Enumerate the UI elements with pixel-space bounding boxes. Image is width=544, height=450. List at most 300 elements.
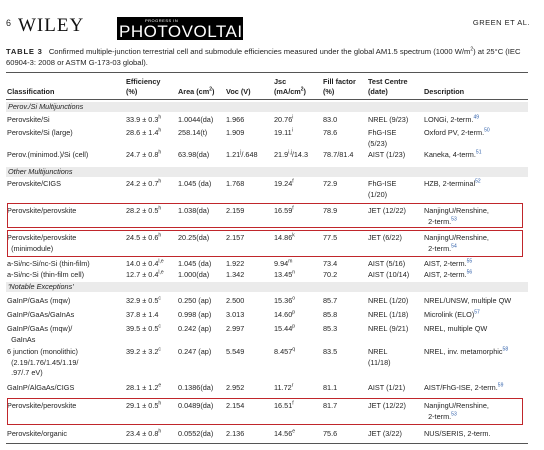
voc-value: 5.549 <box>226 347 245 356</box>
publisher-logo: WILEY <box>18 15 85 36</box>
test-centre-text: NREL <box>368 347 388 356</box>
cell-area <box>178 324 211 335</box>
efficiency-footnote: l,e <box>158 269 164 276</box>
efficiency-footnote: h <box>158 205 162 212</box>
cell-test-centre <box>368 270 409 281</box>
jsc-footnote: i <box>291 127 293 134</box>
cell-test-centre <box>368 259 405 270</box>
cell-voc <box>226 383 244 394</box>
voc-value: 2.997 <box>226 324 245 333</box>
classification-text: Perovskite/CIGS <box>7 179 61 188</box>
voc-value: 1.922 <box>226 259 245 268</box>
voc-value: 3.013 <box>226 310 245 319</box>
cell-classification <box>7 115 50 126</box>
description-text-line2: 2-term. <box>428 216 452 226</box>
classification-text: GaInP/GaAs/GaInAs <box>7 310 75 319</box>
area-value: 1.038(da) <box>178 206 210 215</box>
cell-fill-factor <box>323 179 337 190</box>
cell-description <box>424 179 481 190</box>
reference-link[interactable]: 51 <box>475 149 482 156</box>
cell-test-centre <box>368 347 391 368</box>
col-header-area <box>178 87 214 97</box>
voc-value: 2.159 <box>226 206 245 215</box>
cell-area <box>178 115 213 126</box>
test-centre-text: NREL (9/23) <box>368 115 409 124</box>
classification-text-line2: GaInAs <box>11 334 36 344</box>
cell-jsc <box>274 115 293 126</box>
cell-fill-factor <box>323 347 337 358</box>
reference-link[interactable]: 57 <box>474 309 480 316</box>
cell-fill-factor <box>323 296 337 307</box>
voc-value: 2.952 <box>226 383 245 392</box>
efficiency-value: 28.6 ± 1.4 <box>126 128 159 137</box>
efficiency-footnote: c <box>158 295 161 302</box>
jsc-value: 21.9 <box>274 150 289 159</box>
cell-test-centre <box>368 324 408 335</box>
table-caption <box>6 46 526 68</box>
cell-efficiency <box>126 115 161 126</box>
area-value: 1.045 (da) <box>178 259 212 268</box>
cell-jsc <box>274 259 292 270</box>
jsc-value: 16.51 <box>274 401 293 410</box>
efficiency-footnote: c <box>158 323 161 330</box>
jsc-footnote: p <box>292 309 296 316</box>
fill-factor-value: 81.1 <box>323 383 338 392</box>
voc-value: 2.500 <box>226 296 245 305</box>
reference-link[interactable]: 53 <box>451 216 457 223</box>
cell-classification <box>7 259 90 270</box>
cell-description <box>424 429 491 440</box>
cell-fill-factor <box>323 324 337 335</box>
cell-classification <box>7 324 72 345</box>
jsc-footnote: q <box>292 346 296 353</box>
test-centre-text: JET (12/22) <box>368 401 406 410</box>
test-centre-text: FhG-ISE <box>368 128 397 137</box>
efficiency-value: 39.2 ± 3.2 <box>126 347 159 356</box>
area-value: 0.242 (ap) <box>178 324 212 333</box>
page-number: 6 <box>6 18 12 28</box>
efficiency-value: 24.2 ± 0.7 <box>126 179 159 188</box>
fill-factor-value: 81.7 <box>323 401 338 410</box>
description-text: AIST, 2-term. <box>424 270 467 279</box>
cell-test-centre <box>368 296 408 307</box>
cell-voc <box>226 115 244 126</box>
cell-voc <box>226 296 244 307</box>
cell-efficiency <box>126 324 161 335</box>
fill-factor-value: 85.8 <box>323 310 338 319</box>
caption-text-a: Confirmed multiple-junction terrestrial cell and submodule efficiencies measured under the global AM1.5 spectrum (1000 W/m <box>48 47 471 56</box>
cell-fill-factor <box>323 150 353 161</box>
efficiency-footnote: h <box>158 149 162 156</box>
cell-efficiency <box>126 310 158 321</box>
col-header-description: Description <box>424 87 465 96</box>
cell-area <box>178 270 209 281</box>
jsc-value: 14.86 <box>274 233 293 242</box>
cell-efficiency <box>126 128 161 139</box>
fill-factor-value: 77.5 <box>323 233 338 242</box>
cell-jsc <box>274 347 295 358</box>
reference-link[interactable]: 52 <box>475 178 481 185</box>
voc-value: 1.342 <box>226 270 245 279</box>
cell-jsc <box>274 179 294 190</box>
test-centre-text: AIST (1/23) <box>368 150 406 159</box>
description-text: AIST/FhG-ISE, 2-term. <box>424 383 498 392</box>
test-centre-text: JET (12/22) <box>368 206 406 215</box>
classification-text: GaInP/AlGaAs/CIGS <box>7 383 75 392</box>
efficiency-value: 24.7 ± 0.8 <box>126 150 159 159</box>
caption-text-b: ) at 25°C (IEC 60904-3: 2008 or ASTM G-173-03 global). <box>6 47 521 67</box>
efficiency-value: 14.0 ± 0.4 <box>126 259 159 268</box>
cell-fill-factor <box>323 383 337 394</box>
voc-value: 1.768 <box>226 179 245 188</box>
cell-jsc <box>274 383 293 394</box>
cell-fill-factor <box>323 429 337 440</box>
efficiency-value: 29.1 ± 0.5 <box>126 401 159 410</box>
efficiency-value: 39.5 ± 0.5 <box>126 324 159 333</box>
cell-description <box>424 270 472 281</box>
description-text-line2: 2-term. <box>428 243 452 253</box>
cell-area <box>178 310 211 321</box>
cell-voc <box>226 259 244 270</box>
cell-voc <box>226 324 244 335</box>
efficiency-value: 33.9 ± 0.3 <box>126 115 159 124</box>
voc-value: 1.21 <box>226 150 241 159</box>
efficiency-footnote: h <box>158 232 162 239</box>
col-header-jsc-sup: 2 <box>300 86 304 93</box>
section-other <box>6 167 528 177</box>
cell-efficiency <box>126 347 161 358</box>
description-text: NUS/SERIS, 2-term. <box>424 429 491 438</box>
cell-description <box>424 383 503 394</box>
jsc-value: 9.94 <box>274 259 289 268</box>
jsc-value-b: /14.3 <box>291 150 309 159</box>
classification-text: 6 junction (monolithic) <box>7 347 78 356</box>
col-header-jsc-label: Jsc <box>274 77 287 86</box>
classification-text: Perov.(minimod.)/Si (cell) <box>7 150 89 159</box>
efficiency-value: 23.4 ± 0.8 <box>126 429 159 438</box>
cell-classification <box>7 150 88 161</box>
voc-value: 2.136 <box>226 429 245 438</box>
jsc-footnote: n <box>292 269 296 276</box>
fill-factor-value: 70.2 <box>323 270 338 279</box>
jsc-value: 19.11 <box>274 128 292 137</box>
jsc-footnote: m <box>288 258 293 265</box>
jsc-value: 15.36 <box>274 296 293 305</box>
col-header-test-centre <box>368 77 408 97</box>
caption-sup: 2 <box>470 46 474 53</box>
reference-link[interactable]: 49 <box>473 114 480 121</box>
cell-fill-factor <box>323 259 337 270</box>
cell-fill-factor <box>323 310 337 321</box>
cell-description <box>424 347 508 358</box>
cell-description <box>424 296 511 307</box>
efficiency-footnote: h <box>158 178 162 185</box>
voc-value: 1.966 <box>226 115 245 124</box>
fill-factor-value: 72.9 <box>323 179 338 188</box>
cell-fill-factor <box>323 270 337 281</box>
section-notable <box>6 282 528 292</box>
cell-area <box>178 179 211 190</box>
cell-area <box>178 259 211 270</box>
cell-classification <box>7 347 78 379</box>
cell-efficiency <box>126 429 161 440</box>
reference-link[interactable]: 58 <box>502 346 509 353</box>
test-centre-text: AIST (10/14) <box>368 270 410 279</box>
area-value: 1.045 (da) <box>178 179 212 188</box>
section-perov-si <box>6 102 528 112</box>
fill-factor-value: 85.7 <box>323 296 338 305</box>
fill-factor-value: 83.0 <box>323 115 338 124</box>
efficiency-value: 12.7 ± 0.4 <box>126 270 159 279</box>
cell-area <box>178 150 209 161</box>
efficiency-footnote: h <box>158 114 162 121</box>
classification-text-line2: (2.19/1.76/1.45/1.19/ <box>11 357 79 367</box>
fill-factor-value: 78.6 <box>323 128 338 137</box>
classification-text-line3: .97/.7 eV) <box>11 368 43 377</box>
description-text: NanjingU/Renshine, <box>424 401 489 410</box>
cell-area <box>178 296 211 307</box>
test-centre-text: NREL (1/18) <box>368 310 409 319</box>
efficiency-value: 24.5 ± 0.6 <box>126 233 159 242</box>
col-header-centre-label: Test Centre <box>368 77 408 86</box>
cell-jsc <box>274 324 295 335</box>
cell-test-centre <box>368 150 405 161</box>
cell-description <box>424 259 472 270</box>
table-bottom-rule <box>6 443 528 444</box>
cell-efficiency <box>126 296 161 307</box>
voc-value: 1.909 <box>226 128 245 137</box>
jsc-value: 14.60 <box>274 310 293 319</box>
classification-text: GaInP/GaAs (mqw)/ <box>7 324 73 333</box>
cell-voc <box>226 128 244 139</box>
jsc-footnote: r <box>291 382 294 389</box>
cell-classification <box>7 310 74 321</box>
test-centre-text: NREL (1/20) <box>368 296 409 305</box>
cell-classification <box>7 383 74 394</box>
col-header-efficiency-label: Efficiency <box>126 77 161 86</box>
cell-fill-factor <box>323 128 337 139</box>
jsc-footnote: e <box>292 428 296 435</box>
test-centre-text: NREL (9/21) <box>368 324 409 333</box>
description-text: NREL/UNSW, multiple QW <box>424 296 512 305</box>
cell-jsc <box>274 296 295 307</box>
reference-link[interactable]: 56 <box>466 269 473 276</box>
efficiency-footnote: h <box>158 428 162 435</box>
cell-classification <box>7 296 70 307</box>
jsc-value: 15.44 <box>274 324 293 333</box>
cell-voc <box>226 150 258 161</box>
description-text: HZB, 2-terminal <box>424 179 476 188</box>
cell-jsc <box>274 270 295 281</box>
cell-voc <box>226 179 244 190</box>
cell-jsc <box>274 150 308 161</box>
cell-voc <box>226 310 244 321</box>
classification-text: a-Si/nc-Si (thin-film cell) <box>7 270 85 279</box>
reference-link[interactable]: 54 <box>451 243 457 250</box>
description-text: AIST, 2-term. <box>424 259 467 268</box>
efficiency-footnote: c <box>158 346 161 353</box>
cell-test-centre <box>368 179 396 200</box>
voc-value: 2.157 <box>226 233 245 242</box>
jsc-footnote: i <box>292 114 294 121</box>
classification-text: Perovskite/perovskite <box>7 401 77 410</box>
jsc-value: 8.457 <box>274 347 293 356</box>
description-text: NanjingU/Renshine, <box>424 233 489 242</box>
jsc-footnote: f <box>292 205 294 212</box>
cell-jsc <box>274 310 295 321</box>
fill-factor-value: 73.4 <box>323 259 338 268</box>
cell-area <box>178 347 211 358</box>
fill-factor-value: 83.5 <box>323 347 338 356</box>
area-value: 63.98(da) <box>178 150 210 159</box>
efficiency-footnote: l,e <box>158 258 164 265</box>
voc-footnote: j <box>240 149 242 156</box>
reference-link[interactable]: 59 <box>497 382 504 389</box>
area-value: 258.14(t) <box>178 128 208 137</box>
highlight-box <box>7 230 523 257</box>
jsc-footnote: k <box>292 232 295 239</box>
test-centre-text: AIST (1/21) <box>368 383 406 392</box>
cell-efficiency <box>126 270 164 281</box>
description-text: Kaneka, 4-term. <box>424 150 476 159</box>
col-header-ff-label: Fill factor <box>323 77 356 86</box>
area-value: 0.250 (ap) <box>178 296 212 305</box>
cell-test-centre <box>368 429 402 440</box>
cell-description <box>424 115 479 126</box>
journal-logo <box>117 17 268 41</box>
efficiency-value: 28.1 ± 1.2 <box>126 383 159 392</box>
cell-area <box>178 383 213 394</box>
cell-classification <box>7 179 61 190</box>
cell-classification <box>7 429 67 440</box>
cell-description <box>424 324 487 335</box>
classification-text: Perovskite/organic <box>7 429 68 438</box>
classification-text: GaInP/GaAs (mqw) <box>7 296 71 305</box>
test-centre-date: (11/18) <box>368 357 391 367</box>
voc-value: 2.154 <box>226 401 245 410</box>
area-value: 0.1386(da) <box>178 383 214 392</box>
fill-factor-value: 78.7/81.4 <box>323 150 354 159</box>
col-header-ff-unit: (%) <box>323 87 335 96</box>
cell-test-centre <box>368 115 408 126</box>
efficiency-footnote: h <box>158 400 162 407</box>
cell-efficiency <box>126 259 164 270</box>
col-header-jsc-unit: (mA/cm <box>274 87 301 96</box>
section-notable-label: 'Notable Exceptions' <box>8 282 74 291</box>
cell-classification <box>7 128 73 139</box>
cell-jsc <box>274 128 293 139</box>
cell-test-centre <box>368 383 405 394</box>
voc-value-b: /.648 <box>241 150 258 159</box>
classification-text-line2: (minimodule) <box>11 243 54 253</box>
col-header-voc: Voc (V) <box>226 87 251 96</box>
area-value: 0.0552(da) <box>178 429 214 438</box>
jsc-value: 20.76 <box>274 115 293 124</box>
test-centre-text: JET (6/22) <box>368 233 402 242</box>
col-header-jsc-end: ) <box>303 87 306 96</box>
jsc-footnote: f <box>292 178 294 185</box>
col-header-area-end: ) <box>212 87 215 96</box>
jsc-footnote: f <box>292 400 294 407</box>
test-centre-date: (5/23) <box>368 138 388 148</box>
col-header-efficiency-unit: (%) <box>126 87 138 96</box>
classification-text: Perovskite/Si <box>7 115 50 124</box>
reference-link[interactable]: 50 <box>484 127 490 134</box>
cell-classification <box>7 270 84 281</box>
col-header-efficiency <box>126 77 160 97</box>
highlight-box <box>7 398 523 425</box>
cell-description <box>424 150 481 161</box>
description-text: NREL, multiple QW <box>424 324 488 333</box>
cell-fill-factor <box>323 115 337 126</box>
col-header-jsc <box>274 77 306 97</box>
col-header-fill-factor <box>323 77 356 97</box>
cell-test-centre <box>368 310 408 321</box>
reference-link[interactable]: 53 <box>451 411 457 418</box>
area-value: 20.25(da) <box>178 233 210 242</box>
cell-efficiency <box>126 179 161 190</box>
fill-factor-value: 78.9 <box>323 206 338 215</box>
cell-description <box>424 310 480 321</box>
classification-text: Perovskite/Si (large) <box>7 128 73 137</box>
test-centre-date: (1/20) <box>368 189 388 199</box>
col-header-classification: Classification <box>7 87 55 96</box>
fill-factor-value: 85.3 <box>323 324 338 333</box>
journal-logo-small: PROGRESS IN <box>145 18 179 23</box>
header-bottom-rule <box>6 99 528 100</box>
col-header-area-label: Area (cm <box>178 87 210 96</box>
test-centre-text: JET (3/22) <box>368 429 402 438</box>
cell-voc <box>226 270 244 281</box>
description-text: NanjingU/Renshine, <box>424 206 489 215</box>
jsc-value: 16.59 <box>274 206 293 215</box>
jsc-footnote: p <box>292 323 296 330</box>
jsc-value: 11.72 <box>274 383 292 392</box>
area-value: 0.247 (ap) <box>178 347 212 356</box>
col-header-centre-unit: (date) <box>368 87 388 96</box>
jsc-value: 13.45 <box>274 270 293 279</box>
fill-factor-value: 75.6 <box>323 429 338 438</box>
table-top-rule <box>6 72 528 73</box>
cell-efficiency <box>126 150 161 161</box>
jsc-value: 14.56 <box>274 429 293 438</box>
section-perov-si-label: Perov./Si Multijunctions <box>8 102 84 111</box>
highlight-box <box>7 203 523 228</box>
jsc-footnote: o <box>292 295 296 302</box>
cell-description <box>424 128 490 139</box>
col-header-area-sup: 2 <box>209 86 213 93</box>
efficiency-value: 32.9 ± 0.5 <box>126 296 159 305</box>
journal-logo-title: PHOTOVOLTAICS <box>119 22 268 41</box>
description-text: NREL, inv. metamorphic <box>424 347 503 356</box>
table-label: TABLE 3 <box>6 47 43 56</box>
cell-jsc <box>274 429 295 440</box>
classification-text: a-Si/nc-Si/nc-Si (thin-film) <box>7 259 90 268</box>
description-text: Microlink (ELO) <box>424 310 475 319</box>
jsc-value: 19.24 <box>274 179 293 188</box>
reference-link[interactable]: 55 <box>466 258 473 265</box>
section-other-label: Other Multijunctions <box>8 167 73 176</box>
cell-test-centre <box>368 128 396 149</box>
efficiency-value: 28.2 ± 0.5 <box>126 206 159 215</box>
classification-text: Perovskite/perovskite <box>7 233 77 242</box>
efficiency-footnote: e <box>158 382 162 389</box>
jsc-footnote: i,j <box>288 149 292 156</box>
cell-voc <box>226 347 244 358</box>
classification-text: Perovskite/perovskite <box>7 206 77 215</box>
cell-efficiency <box>126 383 161 394</box>
area-value: 0.0489(da) <box>178 401 214 410</box>
